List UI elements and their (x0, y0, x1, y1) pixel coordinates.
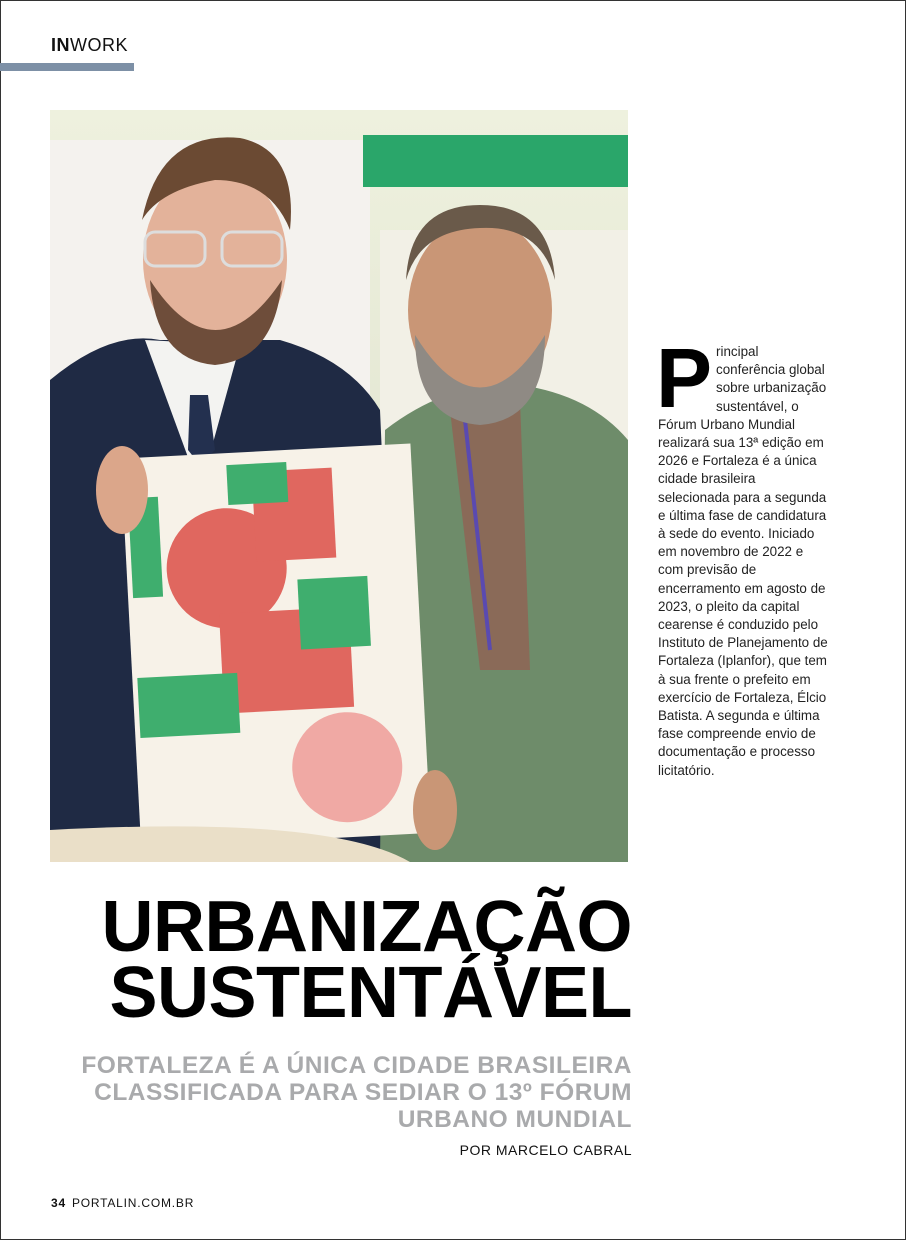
article-subtitle-line-2: CLASSIFICADA PARA SEDIAR O 13º FÓRUM (94, 1079, 632, 1106)
article-subtitle-line-1: FORTALEZA É A ÚNICA CIDADE BRASILEIRA (81, 1052, 632, 1079)
article-title-line-2: SUSTENTÁVEL (109, 953, 632, 1033)
section-label (51, 35, 128, 56)
section-label-bold: IN (51, 35, 70, 55)
byline: POR MARCELO CABRAL (459, 1142, 632, 1158)
section-accent-bar (0, 63, 134, 71)
article-subtitle-line-3: URBANO MUNDIAL (397, 1106, 632, 1133)
article-body-text: rincipal conferência global sobre urbanização sustentável, o Fórum Urbano Mundial realizará sua 13ª edição em 2026 e Fortaleza é a única cidade brasileira selecionada para a segunda e última fase de candidatura à sede do evento. Iniciado em novembro de 2022 e com previsão de encerramento em agosto de 2023, o pleito da capital cearense é conduzido pelo Instituto de Planejamento de Fortaleza (Iplanfor), que tem à sua frente o prefeito em exercício de Fortaleza, Élcio Batista. A segunda e última fase compreende envio de documentação e processo licitatório. (658, 344, 828, 778)
article-title (101, 887, 632, 1033)
article-photo (50, 110, 628, 862)
section-label-light: WORK (70, 35, 128, 55)
page-number: 34 (51, 1196, 66, 1210)
page-footer (51, 1196, 194, 1210)
article-subtitle (81, 1052, 632, 1133)
site-url: PORTALIN.COM.BR (71, 1196, 195, 1210)
article-body (656, 331, 828, 780)
article-title-line-1: URBANIZAÇÃO (101, 887, 632, 967)
photo-illustration (50, 110, 628, 862)
drop-cap: P (656, 331, 713, 425)
